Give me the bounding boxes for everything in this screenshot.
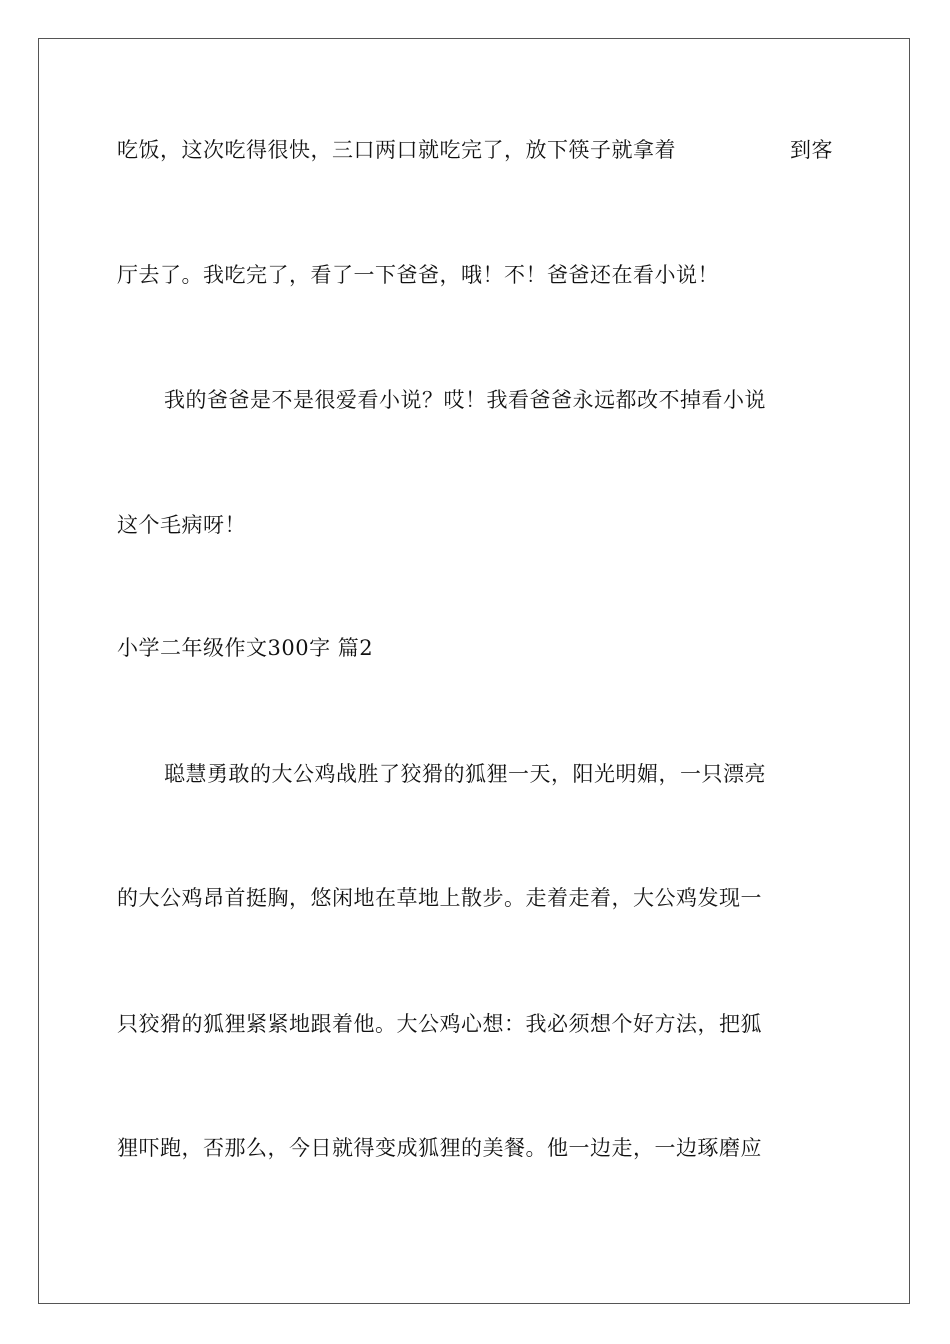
section-heading: 小学二年级作文300字 篇2 xyxy=(117,636,374,660)
text-line-1-part-a: 吃饭，这次吃得很快，三口两口就吃完了，放下筷子就拿着 xyxy=(117,138,676,162)
text-line-1-part-b: 到客 xyxy=(790,138,833,162)
paragraph-3-line-1: 聪慧勇敢的大公鸡战胜了狡猾的狐狸一天，阳光明媚，一只漂亮 xyxy=(164,762,766,786)
paragraph-2-line-1: 我的爸爸是不是很爱看小说？哎！我看爸爸永远都改不掉看小说 xyxy=(164,388,766,412)
paragraph-2-line-2: 这个毛病呀！ xyxy=(117,513,246,537)
paragraph-3-line-3: 只狡猾的狐狸紧紧地跟着他。大公鸡心想：我必须想个好方法，把狐 xyxy=(117,1012,762,1036)
page-border xyxy=(38,38,910,1304)
paragraph-3-line-4: 狸吓跑，否那么，今日就得变成狐狸的美餐。他一边走，一边琢磨应 xyxy=(117,1136,762,1160)
paragraph-3-line-2: 的大公鸡昂首挺胸，悠闲地在草地上散步。走着走着，大公鸡发现一 xyxy=(117,886,762,910)
text-line-1 xyxy=(117,136,833,164)
text-line-2: 厅去了。我吃完了，看了一下爸爸，哦！不！爸爸还在看小说！ xyxy=(117,263,719,287)
